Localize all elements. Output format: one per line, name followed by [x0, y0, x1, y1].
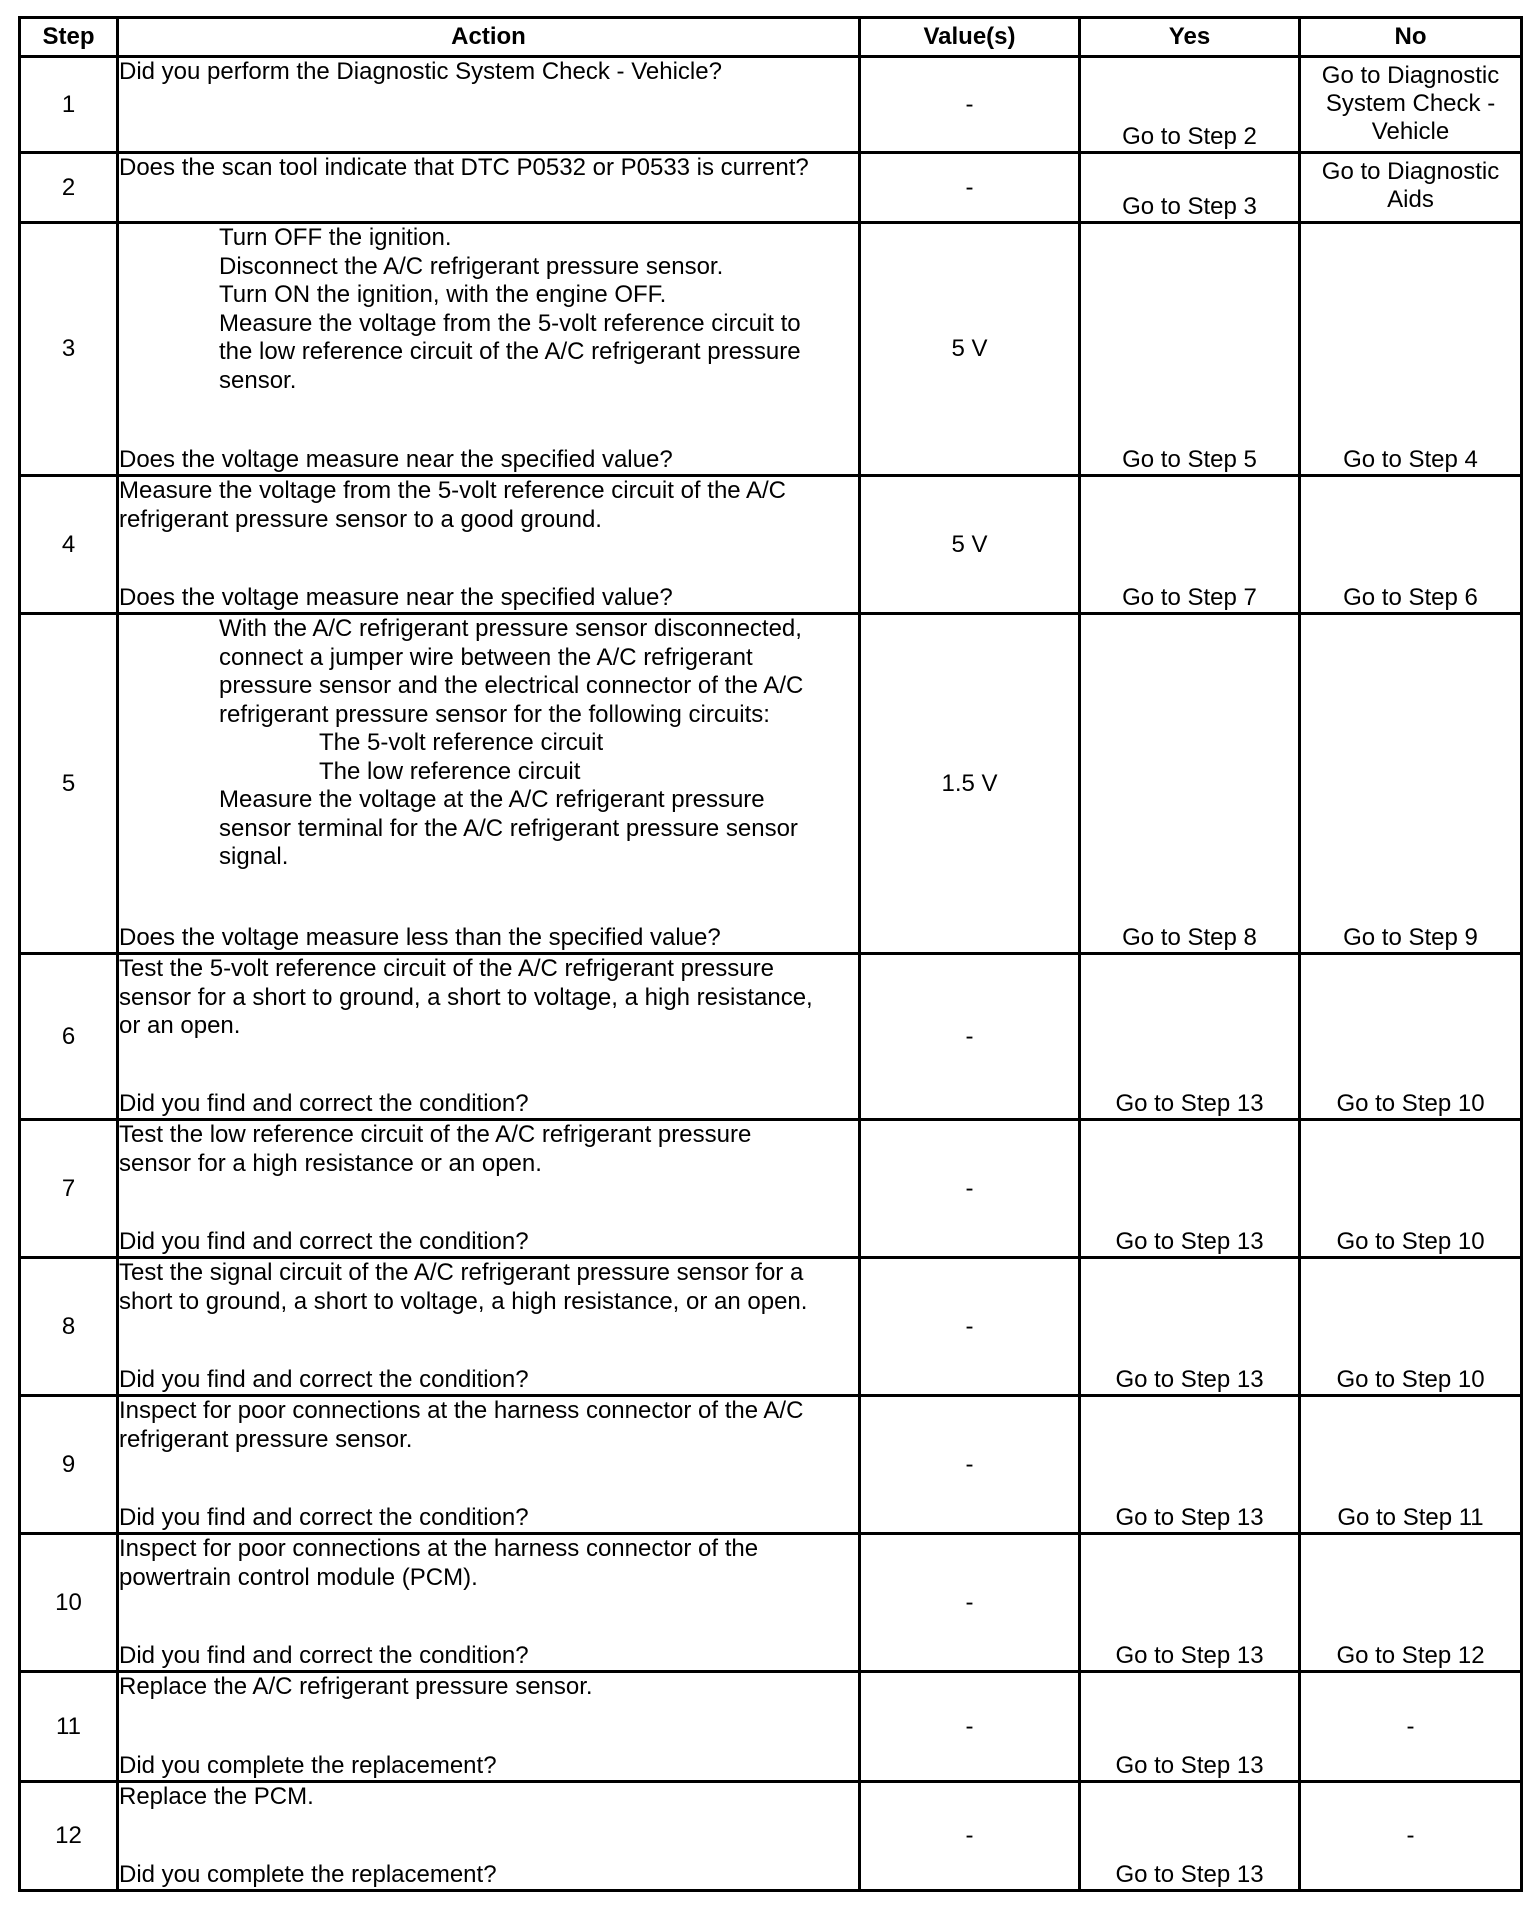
table-row	[20, 1782, 1522, 1891]
step-number: 1	[20, 57, 118, 153]
no-cell: -	[1300, 1782, 1522, 1891]
action-line: Measure the voltage from the 5-volt reference circuit of the A/C	[119, 477, 786, 504]
action-line: sensor for a high resistance or an open.	[119, 1149, 542, 1177]
yes-cell: Go to Step 13	[1080, 1782, 1300, 1891]
header-row	[20, 18, 1522, 57]
no-cell: -	[1300, 1672, 1522, 1782]
yes-cell: Go to Step 5	[1080, 223, 1300, 476]
step-number: 7	[20, 1120, 118, 1258]
header-step: Step	[20, 18, 118, 57]
table-row	[20, 954, 1522, 1120]
action-cell	[118, 1396, 860, 1534]
action-line: Turn ON the ignition, with the engine OFF.	[219, 281, 667, 308]
no-cell: Go to Step 9	[1300, 614, 1522, 954]
action-question: Does the voltage measure near the specified value?	[119, 583, 673, 611]
action-question: Did you complete the replacement?	[119, 1751, 497, 1779]
table-row	[20, 1396, 1522, 1534]
action-cell	[118, 1782, 860, 1891]
action-line: or an open.	[119, 1012, 241, 1039]
action-cell	[118, 1120, 860, 1258]
table-row	[20, 1534, 1522, 1672]
action-cell	[118, 223, 860, 476]
action-question: Did you find and correct the condition?	[119, 1365, 529, 1393]
value-cell: -	[860, 1672, 1080, 1782]
table-row	[20, 57, 1522, 153]
step-number: 12	[20, 1782, 118, 1891]
table-row	[20, 1672, 1522, 1782]
diagnostic-table	[18, 16, 1523, 1892]
value-cell: -	[860, 57, 1080, 153]
action-line: Measure the voltage from the 5-volt reference circuit to	[219, 309, 801, 337]
no-cell: Go to Step 6	[1300, 476, 1522, 614]
table-row	[20, 476, 1522, 614]
no-cell: Go to Step 10	[1300, 1120, 1522, 1258]
action-line: powertrain control module (PCM).	[119, 1563, 478, 1591]
action-line: the low reference circuit of the A/C refrigerant pressure	[219, 338, 801, 365]
value-cell: -	[860, 1782, 1080, 1891]
action-question: Did you find and correct the condition?	[119, 1227, 529, 1255]
action-line: Test the low reference circuit of the A/C refrigerant pressure	[119, 1121, 752, 1148]
action-line: Does the scan tool indicate that DTC P0532 or P0533 is current?	[119, 154, 809, 181]
no-cell: Go to Step 10	[1300, 954, 1522, 1120]
action-question: Does the voltage measure near the specified value?	[119, 445, 673, 473]
header-yes: Yes	[1080, 18, 1300, 57]
no-cell: Go to Step 12	[1300, 1534, 1522, 1672]
action-question: Did you find and correct the condition?	[119, 1503, 529, 1531]
no-cell: Go to Step 10	[1300, 1258, 1522, 1396]
value-cell: -	[860, 153, 1080, 223]
no-cell: Go to Diagnostic Aids	[1300, 153, 1522, 223]
action-cell	[118, 614, 860, 954]
yes-cell: Go to Step 7	[1080, 476, 1300, 614]
value-cell: -	[860, 1258, 1080, 1396]
no-cell: Go to Step 4	[1300, 223, 1522, 476]
action-line: Disconnect the A/C refrigerant pressure sensor.	[219, 252, 724, 280]
table-row	[20, 1120, 1522, 1258]
table-row	[20, 614, 1522, 954]
action-cell	[118, 153, 860, 223]
step-number: 3	[20, 223, 118, 476]
action-line: Test the signal circuit of the A/C refrigerant pressure sensor for a	[119, 1259, 804, 1286]
yes-cell: Go to Step 13	[1080, 1672, 1300, 1782]
step-number: 5	[20, 614, 118, 954]
step-number: 10	[20, 1534, 118, 1672]
step-number: 8	[20, 1258, 118, 1396]
action-line: The low reference circuit	[319, 757, 581, 785]
action-cell	[118, 57, 860, 153]
action-line: Did you perform the Diagnostic System Check - Vehicle?	[119, 58, 722, 85]
yes-cell: Go to Step 13	[1080, 1534, 1300, 1672]
header-action: Action	[118, 18, 860, 57]
action-line: Replace the PCM.	[119, 1783, 314, 1810]
action-line: signal.	[219, 843, 289, 870]
value-cell: -	[860, 1534, 1080, 1672]
action-line: refrigerant pressure sensor.	[119, 1425, 413, 1453]
action-cell	[118, 1258, 860, 1396]
value-cell: -	[860, 1120, 1080, 1258]
action-line: Inspect for poor connections at the harness connector of the	[119, 1535, 759, 1562]
value-cell: -	[860, 954, 1080, 1120]
action-line: Inspect for poor connections at the harness connector of the A/C	[119, 1397, 804, 1424]
no-cell: Go to Step 11	[1300, 1396, 1522, 1534]
action-line: Turn OFF the ignition.	[219, 224, 452, 251]
action-question: Did you complete the replacement?	[119, 1860, 497, 1888]
action-line: Test the 5-volt reference circuit of the A/C refrigerant pressure	[119, 955, 774, 982]
value-cell: 1.5 V	[860, 614, 1080, 954]
action-cell	[118, 954, 860, 1120]
table-row	[20, 153, 1522, 223]
action-line: refrigerant pressure sensor for the following circuits:	[219, 700, 770, 728]
action-line: sensor.	[219, 366, 297, 394]
action-line: The 5-volt reference circuit	[319, 729, 604, 756]
action-line: refrigerant pressure sensor to a good ground.	[119, 505, 602, 533]
step-number: 2	[20, 153, 118, 223]
yes-cell: Go to Step 3	[1080, 153, 1300, 223]
action-line: With the A/C refrigerant pressure sensor disconnected,	[219, 615, 802, 642]
action-cell	[118, 1672, 860, 1782]
yes-cell: Go to Step 13	[1080, 954, 1300, 1120]
yes-cell: Go to Step 8	[1080, 614, 1300, 954]
action-line: short to ground, a short to voltage, a high resistance, or an open.	[119, 1287, 808, 1315]
table-row	[20, 1258, 1522, 1396]
table-row	[20, 223, 1522, 476]
yes-cell: Go to Step 13	[1080, 1258, 1300, 1396]
action-line: sensor terminal for the A/C refrigerant pressure sensor	[219, 814, 798, 842]
header-no: No	[1300, 18, 1522, 57]
action-line: sensor for a short to ground, a short to voltage, a high resistance,	[119, 983, 813, 1011]
action-cell	[118, 476, 860, 614]
value-cell: -	[860, 1396, 1080, 1534]
no-cell: Go to Diagnostic System Check - Vehicle	[1300, 57, 1522, 153]
step-number: 4	[20, 476, 118, 614]
value-cell: 5 V	[860, 223, 1080, 476]
action-question: Did you find and correct the condition?	[119, 1089, 529, 1117]
action-line: connect a jumper wire between the A/C refrigerant	[219, 643, 753, 671]
action-cell	[118, 1534, 860, 1672]
action-question: Does the voltage measure less than the specified value?	[119, 923, 721, 951]
value-cell: 5 V	[860, 476, 1080, 614]
yes-cell: Go to Step 2	[1080, 57, 1300, 153]
action-line: Replace the A/C refrigerant pressure sensor.	[119, 1673, 593, 1700]
action-line: pressure sensor and the electrical connector of the A/C	[219, 672, 804, 699]
action-line: Measure the voltage at the A/C refrigerant pressure	[219, 786, 765, 813]
step-number: 6	[20, 954, 118, 1120]
yes-cell: Go to Step 13	[1080, 1396, 1300, 1534]
step-number: 9	[20, 1396, 118, 1534]
action-question: Did you find and correct the condition?	[119, 1641, 529, 1669]
header-values: Value(s)	[860, 18, 1080, 57]
step-number: 11	[20, 1672, 118, 1782]
yes-cell: Go to Step 13	[1080, 1120, 1300, 1258]
